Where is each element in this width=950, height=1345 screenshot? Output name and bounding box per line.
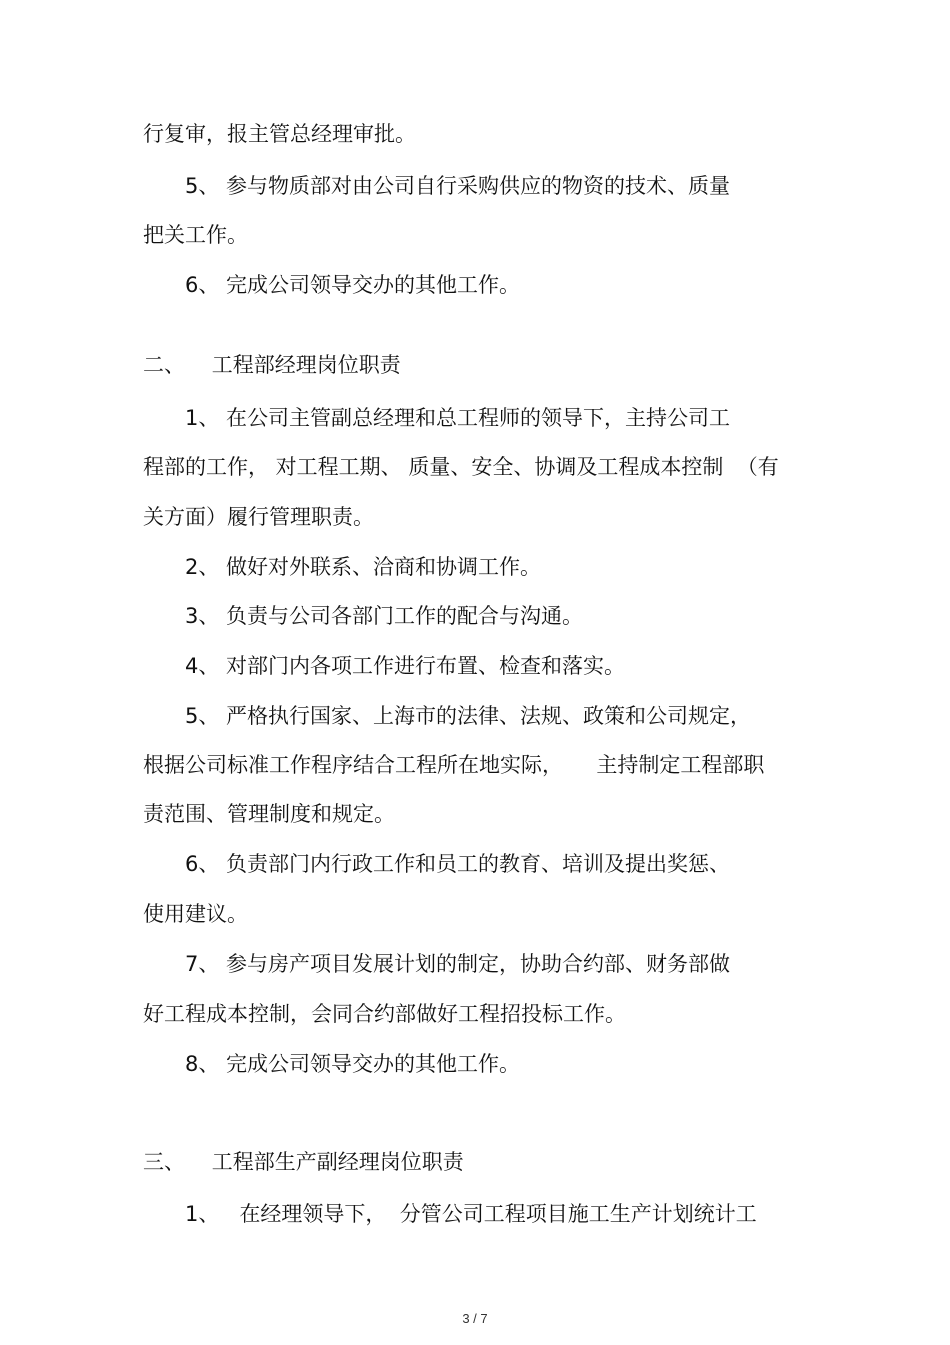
text-line: 根据公司标准工作程序结合工程所在地实际， 主持制定工程部职: [143, 753, 765, 777]
text-line: 关方面）履行管理职责。: [143, 505, 374, 529]
text-line: 程部的工作， 对工程工期、 质量、安全、协调及工程成本控制 （有: [143, 455, 779, 479]
text-line: 1、 在经理领导下， 分管公司工程项目施工生产计划统计工: [185, 1202, 757, 1226]
text-line: 6、 负责部门内行政工作和员工的教育、培训及提出奖惩、: [185, 852, 731, 876]
text-line: 2、 做好对外联系、洽商和协调工作。: [185, 555, 542, 579]
text-line: 使用建议。: [143, 902, 248, 926]
text-line: 3、 负责与公司各部门工作的配合与沟通。: [185, 604, 584, 628]
text-line: 7、 参与房产项目发展计划的制定，协助合约部、财务部做: [185, 952, 731, 976]
text-line: 5、 严格执行国家、上海市的法律、法规、政策和公司规定，: [185, 704, 752, 728]
text-line: 行复审，报主管总经理审批。: [143, 122, 416, 146]
section-heading: 二、 工程部经理岗位职责: [143, 353, 401, 377]
text-line: 好工程成本控制，会同合约部做好工程招投标工作。: [143, 1002, 626, 1026]
section-heading: 三、 工程部生产副经理岗位职责: [143, 1150, 464, 1174]
text-line: 6、 完成公司领导交办的其他工作。: [185, 273, 521, 297]
text-line: 责范围、管理制度和规定。: [143, 802, 395, 826]
text-line: 4、 对部门内各项工作进行布置、检查和落实。: [185, 654, 626, 678]
text-line: 8、 完成公司领导交办的其他工作。: [185, 1052, 521, 1076]
text-line: 5、 参与物质部对由公司自行采购供应的物资的技术、质量: [185, 174, 731, 198]
text-line: 1、 在公司主管副总经理和总工程师的领导下，主持公司工: [185, 406, 731, 430]
page-number: 3 / 7: [462, 1311, 488, 1326]
text-line: 把关工作。: [143, 223, 248, 247]
